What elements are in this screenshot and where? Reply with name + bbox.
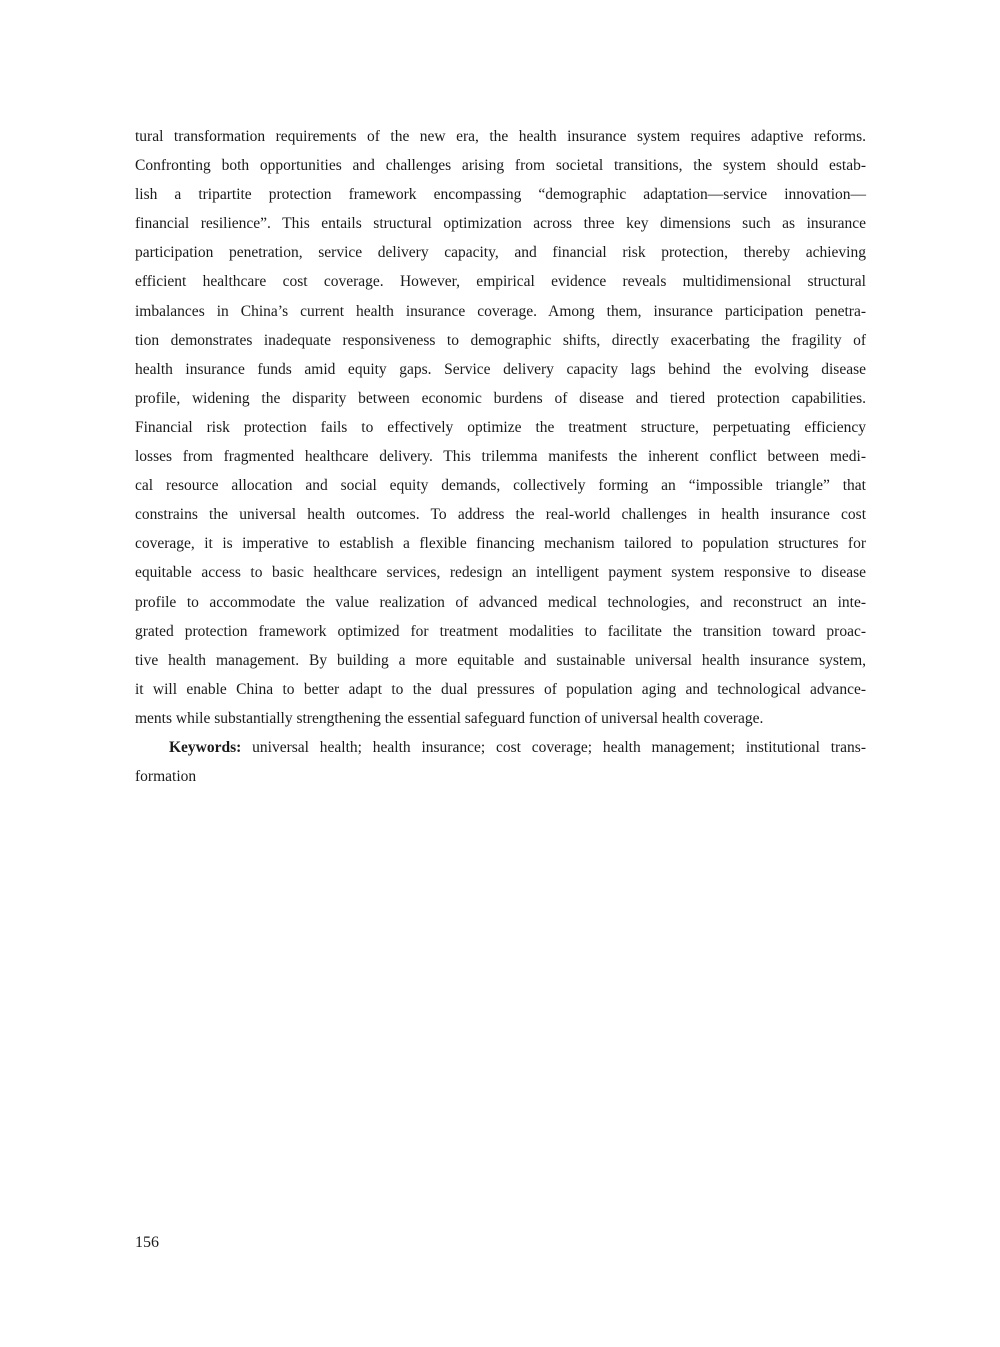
text-line: tural transformation requirements of the new era, the health insurance system requires adaptive reforms. (135, 128, 866, 145)
text-line: financial resilience”. This entails structural optimization across three key dimensions such as insurance (135, 215, 866, 233)
text-line: efficient healthcare cost coverage. However, empirical evidence reveals multidimensional structural (135, 273, 866, 291)
abstract-body (135, 122, 866, 791)
text-line: Financial risk protection fails to effectively optimize the treatment structure, perpetuating efficiency (135, 418, 866, 436)
text-line: tive health management. By building a more equitable and sustainable universal health insurance system, (135, 651, 866, 669)
text-line: constrains the universal health outcomes. To address the real-world challenges in health insurance cost (135, 506, 866, 524)
text-line: grated protection framework optimized for treatment modalities to facilitate the transition toward proac- (135, 622, 866, 640)
text-line: profile to accommodate the value realization of advanced medical technologies, and reconstruct an inte- (135, 593, 866, 611)
text-line: losses from fragmented healthcare delivery. This trilemma manifests the inherent conflict between medi- (135, 448, 866, 466)
text-line: lish a tripartite protection framework encompassing “demographic adaptation—service innovation— (135, 186, 866, 204)
text-line: Confronting both opportunities and challenges arising from societal transitions, the system should estab- (135, 157, 866, 175)
text-line: equitable access to basic healthcare services, redesign an intelligent payment system responsive to disease (135, 564, 866, 582)
text-line: cal resource allocation and social equity demands, collectively forming an “impossible triangle” that (135, 477, 866, 495)
text-line: imbalances in China’s current health insurance coverage. Among them, insurance participation penetra- (135, 302, 866, 320)
keywords-line (135, 733, 866, 762)
text-line: profile, widening the disparity between economic burdens of disease and tiered protection capabilities. (135, 389, 866, 407)
keywords-line-continued: formation (135, 768, 197, 786)
text-line: tion demonstrates inadequate responsiveness to demographic shifts, directly exacerbating the fragility of (135, 331, 866, 349)
keywords-text: universal health; health insurance; cost coverage; health management; institutional trans- (241, 738, 866, 756)
page-number: 156 (135, 1234, 159, 1251)
text-line: participation penetration, service delivery capacity, and financial risk protection, thereby achieving (135, 244, 866, 262)
abstract-paragraph (135, 122, 866, 733)
keywords-label: Keywords: (169, 738, 242, 756)
text-line: health insurance funds amid equity gaps. Service delivery capacity lags behind the evolving disease (135, 360, 866, 378)
text-line: coverage, it is imperative to establish a flexible financing mechanism tailored to population structures for (135, 535, 866, 553)
text-line: ments while substantially strengthening the essential safeguard function of universal health coverage. (135, 709, 764, 727)
text-line: it will enable China to better adapt to the dual pressures of population aging and technological advance- (135, 680, 866, 698)
